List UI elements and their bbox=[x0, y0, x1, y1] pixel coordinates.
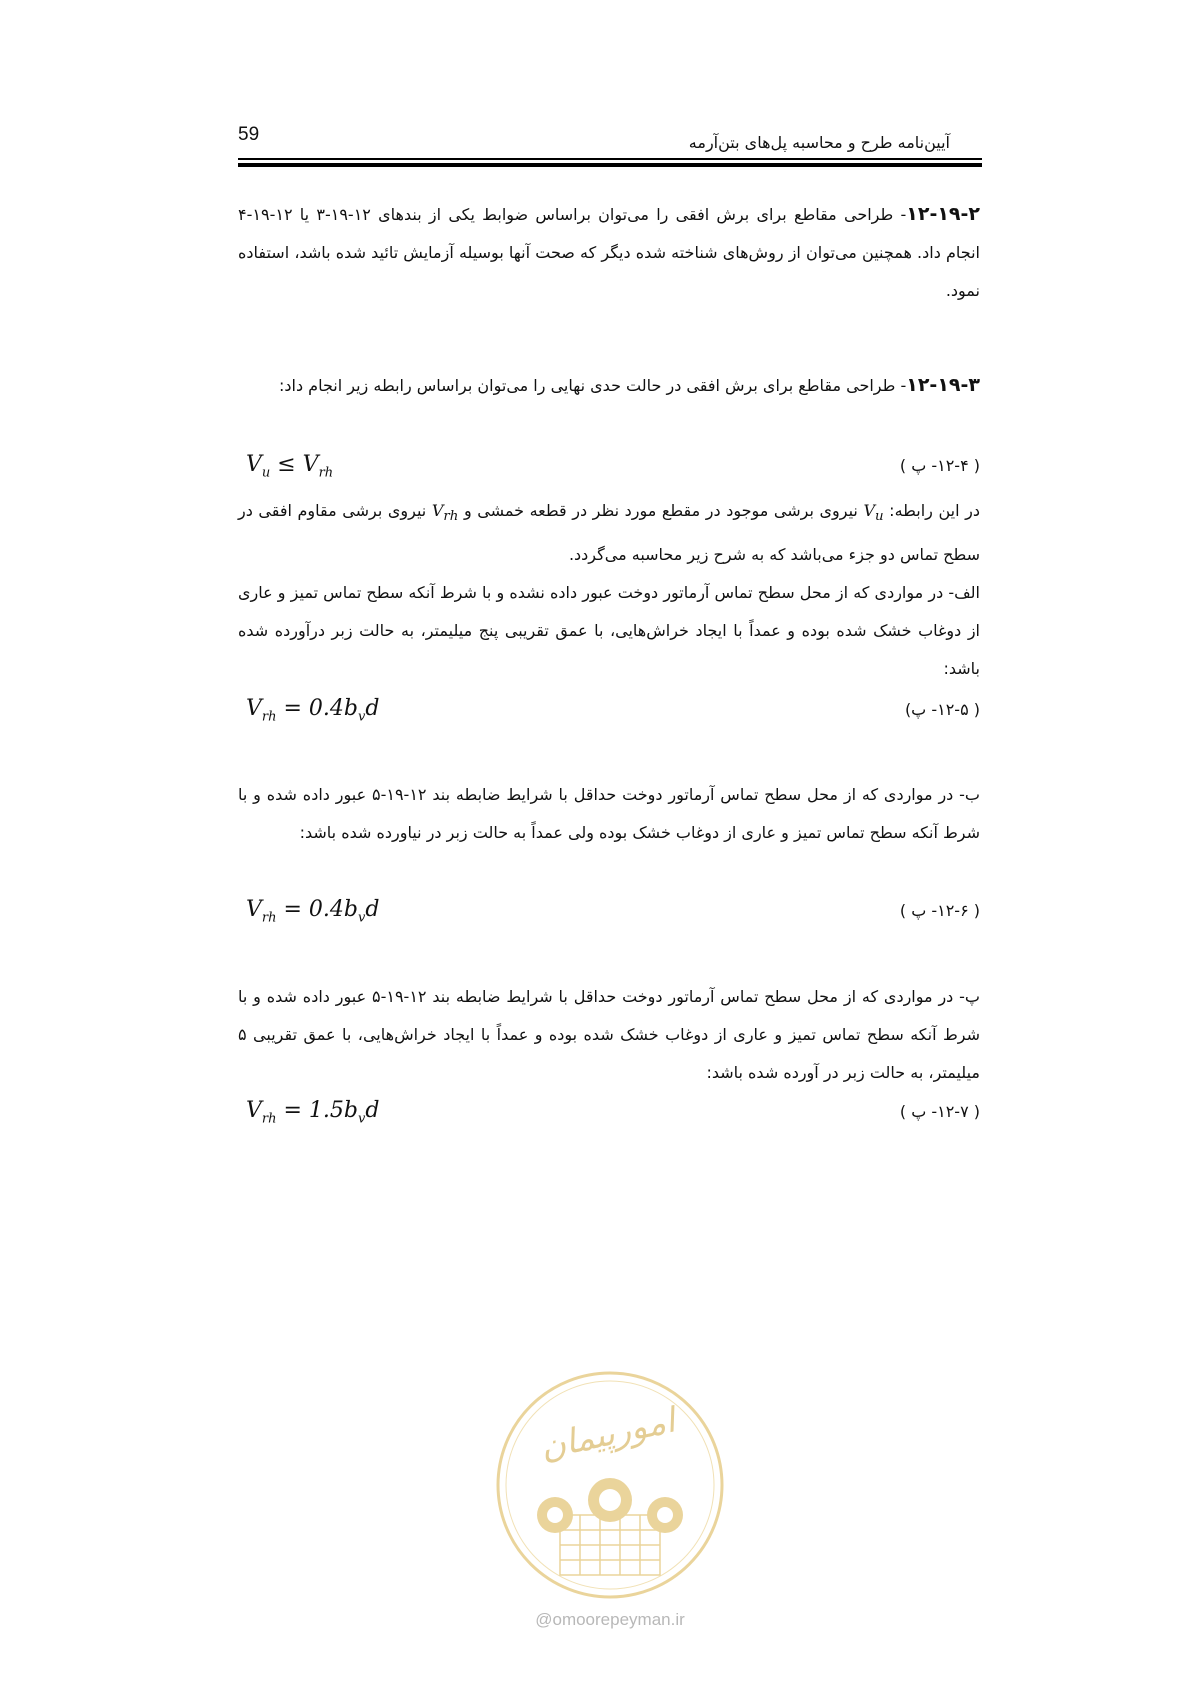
vrh-symbol: $V_{rh}$ bbox=[431, 501, 459, 525]
equation-formula: $V_{rh} = 1.5b_vd$ bbox=[246, 1098, 380, 1127]
page-number: 59 bbox=[238, 124, 260, 145]
equation-formula: $V_u \le V_{rh}$ bbox=[246, 452, 334, 481]
equation-formula: $V_{rh} = 0.4b_vd$ bbox=[246, 897, 380, 926]
header-rule-thin bbox=[238, 158, 982, 160]
equation-label: ( ۱۲-۵- پ) bbox=[904, 700, 980, 719]
equation-label: ( ۱۲-۷- پ ) bbox=[899, 1102, 980, 1121]
equation-formula: $V_{rh} = 0.4b_vd$ bbox=[246, 696, 380, 725]
section-number: ۱۲-۱۹-۳ bbox=[906, 374, 980, 396]
section-12-19-2 bbox=[238, 195, 980, 310]
watermark-url: @omoorepeyman.ir bbox=[535, 1610, 685, 1629]
section-number: ۱۲-۱۹-۲ bbox=[906, 203, 981, 225]
definitions-paragraph bbox=[238, 492, 980, 688]
watermark-logo-text: امورپیمان bbox=[536, 1400, 679, 1468]
case-pe: پ- در مواردی که از محل سطح تماس آرماتور دوخت حداقل با شرایط ضابطه بند ۱۲-۱۹-۵ عبور داده شده و با شرط آنکه سطح تماس تمیز و عاری از دوغاب خشک شده بوده و عمداً با ایجاد خراش‌هایی، با عمق تقریبی ۵ میلیمتر، به حالت زبر در آورده شده باشد: bbox=[238, 987, 980, 1082]
equation-row bbox=[238, 1098, 980, 1134]
section-text: - طراحی مقاطع برای برش افقی را می‌توان براساس ضوابط یکی از بندهای ۱۲-۱۹-۳ یا ۱۲-۱۹-۴ انجام داد. همچنین می‌توان از روش‌های شناخته شده دیگر که صحت آنها بوسیله آزمایش تائید شده باشد، استفاده نمود. bbox=[238, 205, 980, 300]
equation-label: ( ۱۲-۴- پ ) bbox=[899, 456, 980, 475]
vrh-description: نیروی برشی مقاوم افقی در سطح تماس دو جزء می‌باشد که به شرح زیر محاسبه می‌گردد. bbox=[238, 501, 980, 565]
running-title: آیین‌نامه طرح و محاسبه پل‌های بتن‌آرمه bbox=[688, 133, 950, 152]
equation-row bbox=[238, 696, 980, 732]
section-text: - طراحی مقاطع برای برش افقی در حالت حدی نهایی را می‌توان براساس رابطه زیر انجام داد: bbox=[279, 376, 907, 395]
equation-row bbox=[238, 452, 980, 488]
vu-symbol: $V_u$ bbox=[863, 501, 884, 525]
case-alef: الف- در مواردی که از محل سطح تماس آرماتور دوخت عبور داده نشده و با شرط آنکه سطح تماس تمیز و عاری از دوغاب خشک شده بوده و عمداً با ایجاد خراش‌هایی، با عمق تقریبی پنج میلیمتر، به حالت زبر درآورده شده باشد: bbox=[238, 583, 980, 679]
case-be-paragraph bbox=[238, 776, 980, 852]
equation-row bbox=[238, 897, 980, 933]
watermark-logo bbox=[490, 1365, 730, 1605]
equation-label: ( ۱۲-۶- پ ) bbox=[899, 901, 980, 920]
definitions-prefix: در این رابطه: bbox=[889, 501, 980, 520]
header-rule-thick bbox=[238, 163, 982, 167]
case-be: ب- در مواردی که از محل سطح تماس آرماتور دوخت حداقل با شرایط ضابطه بند ۱۲-۱۹-۵ عبور داده شده و با شرط آنکه سطح تماس تمیز و عاری از دوغاب خشک بوده ولی عمداً به حالت زبر در نیاورده شده باشد: bbox=[238, 785, 980, 842]
section-12-19-3 bbox=[238, 366, 980, 405]
case-pe-paragraph bbox=[238, 978, 980, 1092]
vu-description: نیروی برشی موجود در مقطع مورد نظر در قطعه خمشی و bbox=[463, 501, 858, 520]
